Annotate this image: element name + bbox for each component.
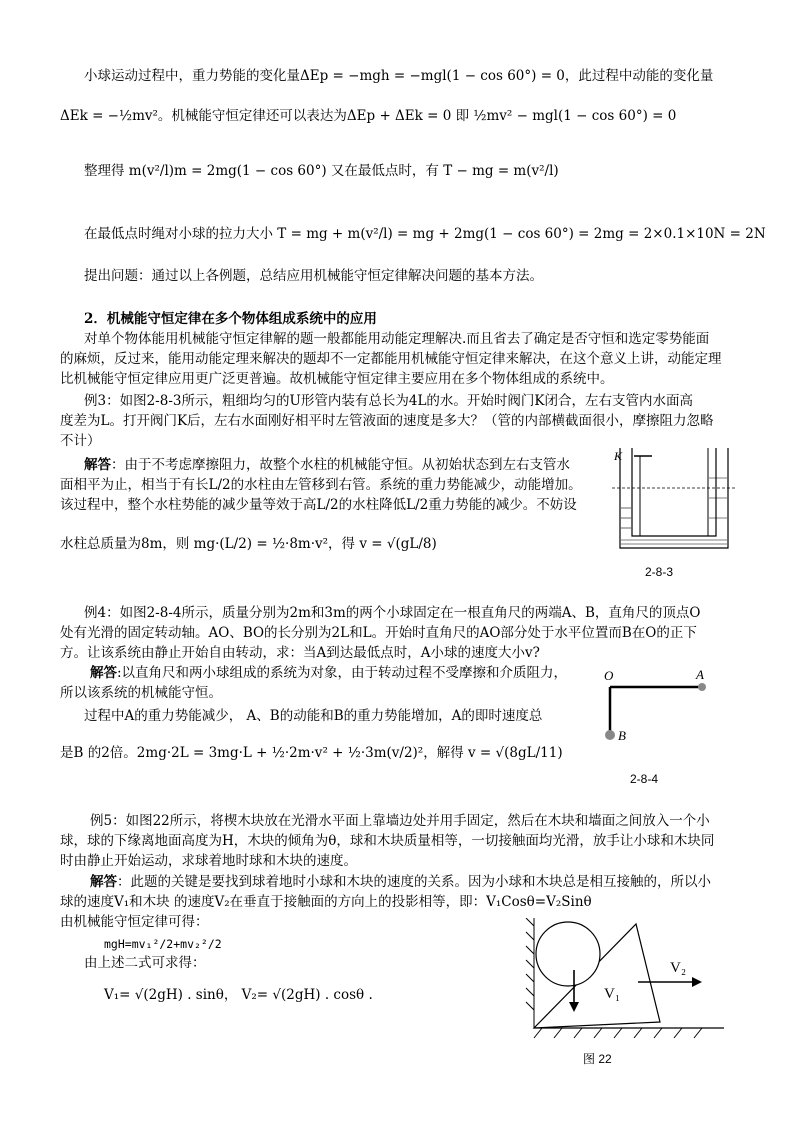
u-tube-figure (612, 448, 736, 560)
text-line-1: 小球运动过程中，重力势能的变化量ΔEp = −mgh = −mgl(1 − cos 60°) = 0，此过程中动能的变化量 (84, 68, 714, 84)
text-line-2: ΔEk = −½mv²。机械能守恒定律还可以表达为ΔEp + ΔEk = 0 即 ½mv² − mgl(1 − cos 60°) = 0 (60, 108, 677, 124)
figure-caption-2-8-4: 2-8-4 (630, 772, 659, 786)
text-line-4: 在最低点时绳对小球的拉力大小 T = mg + m(v²/l) = mg + 2mg(1 − cos 60°) = 2mg = 2×0.1×10N = 2N (84, 226, 766, 242)
point-b-label: B (618, 728, 626, 743)
paragraph-line-1: 对单个物体能用机械能守恒定律解的题一般都能用动能定理解决.而且省去了确定是否守恒和选定零势能面 (84, 331, 710, 347)
ground-hatching (534, 1028, 702, 1038)
answer3-line-2: 面相平为止，相当于有长L/2的水柱由左管移到右管。系统的重力势能减少，动能增加。 (60, 477, 582, 493)
example3-line-3: 不计） (60, 433, 101, 449)
answer5-result: V₁= √(2gH) . sinθ， V₂= √(2gH) . cosθ . (104, 987, 373, 1003)
u-tube-inner (632, 448, 716, 536)
answer-label: 解答 (90, 874, 117, 890)
figure-caption-2-8-3: 2-8-3 (645, 565, 674, 579)
answer5-line-2: 球的速度V₁和木块 的速度V₂在垂直于接触面的方向上的投影相等，即：V₁Cosθ=V₂Sinθ (60, 894, 592, 910)
valve-label: K (614, 449, 623, 463)
point-a-label: A (696, 667, 704, 682)
velocity-v2-label: V₂ (670, 960, 687, 976)
ball-a (698, 683, 706, 691)
answer-label: 解答 (84, 457, 111, 473)
right-angle-ruler-figure (596, 665, 716, 755)
answer3-line-3: 该过程中，整个水柱势能的减少量等效于高L/2的水柱降低L/2重力势能的减少。不妨设 (60, 497, 577, 513)
section-heading: 2．机械能守恒定律在多个物体组成系统中的应用 (84, 311, 377, 327)
answer5-line-1 (90, 872, 711, 892)
answer3-line-1 (84, 455, 570, 475)
answer4-line-1 (90, 663, 567, 683)
answer4-line-3: 过程中A的重力势能减少， A、B的动能和B的重力势能增加，A的即时速度总 (84, 708, 543, 724)
wedge-ball-figure (512, 918, 724, 1042)
ball (536, 922, 600, 986)
answer4-line-2: 所以该系统的机械能守恒。 (60, 685, 222, 701)
answer5-text: ：此题的关键是要找到球着地时小球和木块的速度的关系。因为小球和木块总是相互接触的，所以小 (117, 874, 711, 890)
velocity-v1-label: V₁ (604, 986, 621, 1002)
answer3-text: ：由于不考虑摩擦阻力，故整个水柱的机械能守恒。从初始状态到左右支管水 (111, 457, 570, 473)
example5-line-3: 时由静止开始运动，求球着地时球和木块的速度。 (60, 853, 357, 869)
ball-b (605, 730, 615, 740)
answer-label: 解答 (90, 665, 117, 681)
example4-line-3: 方。让该系统由静止开始自由转动，求：当A到达最低点时，A小球的速度大小v? (60, 645, 540, 661)
velocity-v2-arrowhead (692, 977, 702, 987)
paragraph-line-2: 的麻烦，反过来，能用动能定理来解决的题却不一定都能用机械能守恒定律来解决，在这个意义上讲，动能定理 (60, 351, 722, 367)
example5-line-2: 球，球的下缘离地面高度为H，木块的倾角为θ，球和木块质量相等，一切接触面均光滑，放手让小球和木块同 (60, 833, 715, 849)
point-o-label: O (604, 668, 614, 683)
answer5-line-3: 由机械能守恒定律可得： (60, 914, 209, 930)
paragraph-line-3: 比机械能守恒定律应用更广泛更普遍。故机械能守恒定律主要应用在多个物体组成的系统中。 (60, 371, 614, 387)
energy-equation: mgH=mv₁²/2+mv₂²/2 (104, 937, 222, 951)
example4-line-1: 例4：如图2-8-4所示，质量分别为2m和3m的两个小球固定在一根直角尺的两端A、B，直角尺的顶点O (84, 605, 701, 621)
answer5-line-5: 由上述二式可求得： (84, 955, 206, 971)
figure-caption-22: 图 22 (583, 1052, 612, 1066)
text-line-5: 提出问题：通过以上各例题，总结应用机械能守恒定律解决问题的基本方法。 (84, 268, 543, 284)
example3-line-2: 度差为L。打开阀门K后，左右水面刚好相平时左管液面的速度是多大？（管的内部横截面很小，摩擦阻力忽略 (60, 413, 714, 429)
answer3-line-4: 水柱总质量为8m，则 mg·(L/2) = ½·8m·v²，得 v = √(gL/8) (60, 536, 437, 552)
answer4-text: :以直角尺和两小球组成的系统为对象，由于转动过程不受摩擦和介质阻力， (117, 665, 568, 681)
example5-line-1: 例5：如图22所示，将楔木块放在光滑水平面上靠墙边处并用手固定，然后在木块和墙面之间放入一个小 (90, 813, 710, 829)
text-line-3: 整理得 m(v²/l)m = 2mg(1 − cos 60°) 又在最低点时，有 T − mg = m(v²/l) (84, 163, 559, 179)
example4-line-2: 处有光滑的固定转动轴。AO、BO的长分别为2L和L。开始时直角尺的AO部分处于水平位置而B在O的正下 (60, 625, 697, 641)
example3-line-1: 例3：如图2-8-3所示，粗细均匀的U形管内装有总长为4L的水。开始时阀门K闭合，左右支管内水面高 (84, 393, 693, 409)
answer4-line-4: 是B 的2倍。2mg·2L = 3mg·L + ½·2m·v² + ½·3m(v/2)²，解得 v = √(8gL/11) (60, 745, 563, 761)
wall-hatching (526, 918, 534, 1028)
